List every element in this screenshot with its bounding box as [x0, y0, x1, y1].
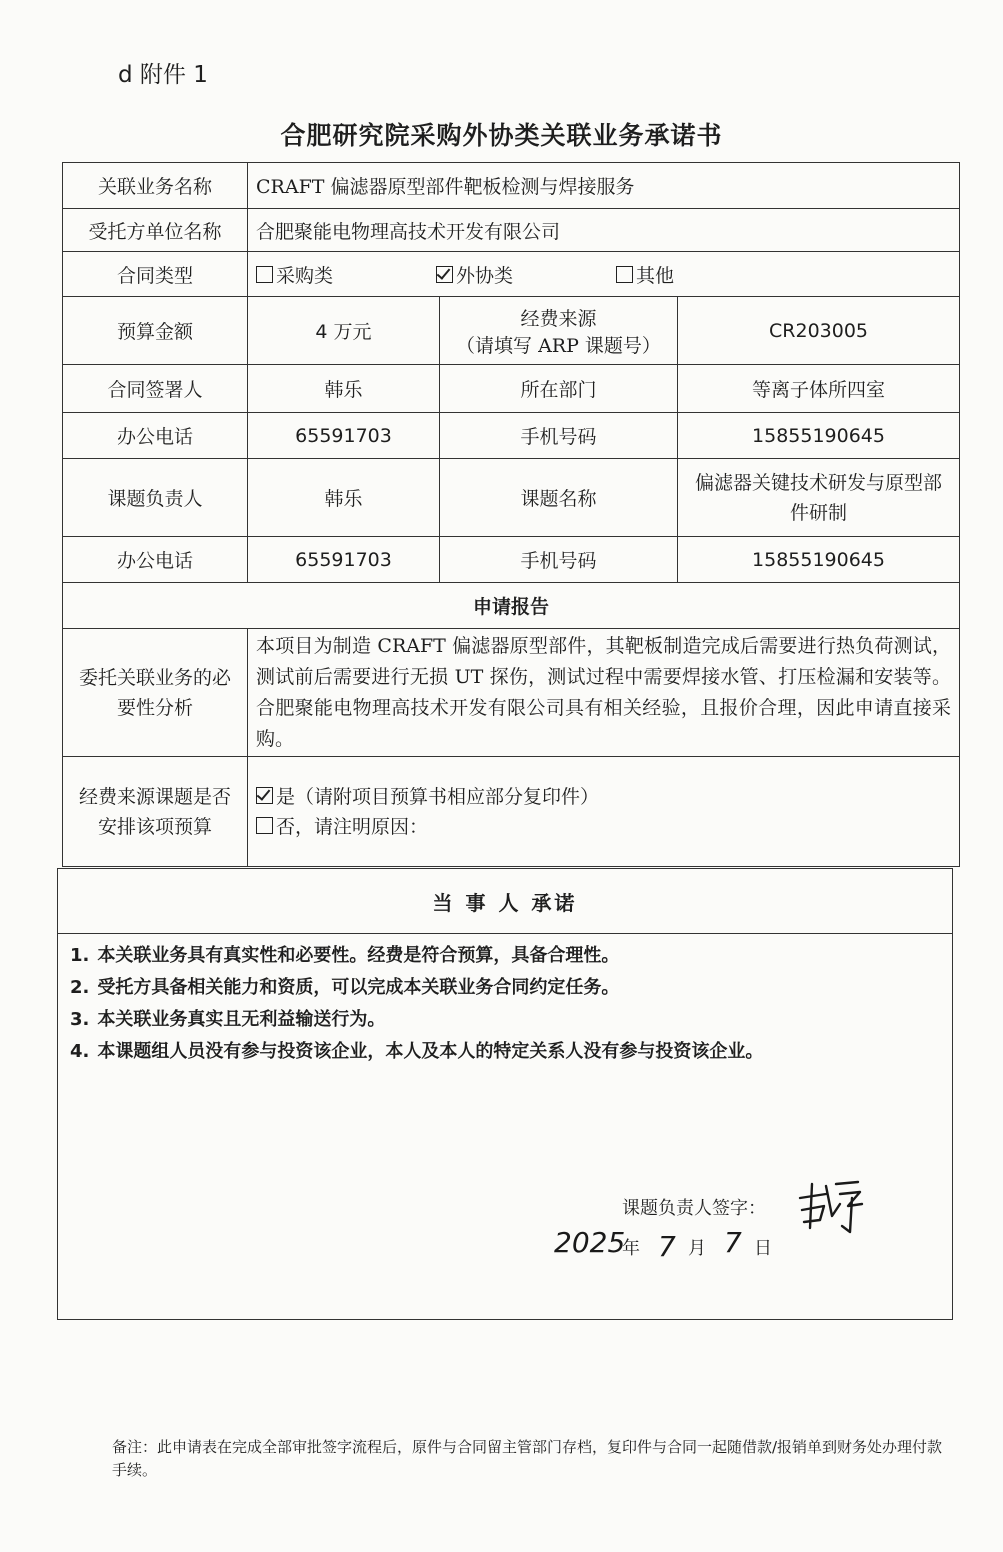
entrusted-value: 合肥聚能电物理高技术开发有限公司 [248, 209, 960, 252]
budget-check-label: 经费来源课题是否安排该项预算 [63, 757, 248, 867]
budget-value: 4 万元 [248, 297, 440, 365]
checkbox-purchase[interactable] [256, 266, 273, 283]
dept-value: 等离子体所四室 [678, 365, 960, 413]
project-name-value: 偏滤器关键技术研发与原型部件研制 [678, 459, 960, 537]
date-month: 7 [658, 1230, 676, 1263]
report-section-title: 申请报告 [63, 583, 960, 629]
necessity-text: 本项目为制造 CRAFT 偏滤器原型部件，其靶板制造完成后需要进行热负荷测试，测试前后需要进行无损 UT 探伤，测试过程中需要焊接水管、打压检漏和安装等。合肥聚能电物理高技术开发有限公司具有相关经验，且报价合理，因此申请直接采购。 [248, 629, 960, 757]
date-year: 2025 [554, 1226, 626, 1259]
promise-item: 3. 本关联业务真实且无利益输送行为。 [70, 1009, 386, 1030]
date-year-unit: 年 [622, 1238, 640, 1259]
fund-source-label: 经费来源 [520, 307, 597, 330]
signer-value: 韩乐 [248, 365, 440, 413]
contract-type-label: 合同类型 [63, 252, 248, 297]
attachment-label: d 附件 1 [118, 62, 208, 88]
mobile-label: 手机号码 [440, 413, 678, 459]
date-month-unit: 月 [688, 1238, 706, 1259]
footnote: 备注：此申请表在完成全部审批签字流程后，原件与合同留主管部门存档，复印件与合同一起随借款/报销单到财务处办理付款手续。 [112, 1438, 943, 1479]
document-title: 合肥研究院采购外协类关联业务承诺书 [280, 121, 723, 150]
phone-value: 65591703 [248, 413, 440, 459]
option-no[interactable] [256, 812, 951, 842]
contract-type-options [248, 252, 960, 297]
necessity-label: 委托关联业务的必要性分析 [63, 629, 248, 757]
promise-item: 4. 本课题组人员没有参与投资该企业，本人及本人的特定关系人没有参与投资该企业。 [70, 1041, 764, 1062]
leader-mobile-value: 15855190645 [678, 537, 960, 583]
application-form [62, 162, 960, 867]
fund-source-value: CR203005 [678, 297, 960, 365]
option-yes-label: 是（请附项目预算书相应部分复印件） [276, 785, 600, 808]
checkbox-other[interactable] [616, 266, 633, 283]
checkbox-yes[interactable] [256, 787, 273, 804]
promise-section [57, 868, 953, 1320]
option-outsource-label: 外协类 [456, 264, 514, 287]
option-other-label: 其他 [636, 264, 675, 287]
leader-value: 韩乐 [248, 459, 440, 537]
leader-phone-label: 办公电话 [63, 537, 248, 583]
signature-label: 课题负责人签字： [622, 1198, 766, 1219]
date-day-unit: 日 [754, 1238, 772, 1259]
option-yes[interactable] [256, 782, 951, 812]
checkbox-no[interactable] [256, 817, 273, 834]
fund-source-hint: （请填写 ARP 课题号） [456, 334, 661, 357]
option-no-label: 否，请注明原因： [276, 815, 429, 838]
leader-mobile-label: 手机号码 [440, 537, 678, 583]
option-purchase-label: 采购类 [276, 264, 334, 287]
budget-label: 预算金额 [63, 297, 248, 365]
promise-item: 1. 本关联业务具有真实性和必要性。经费是符合预算，具备合理性。 [70, 945, 620, 966]
handwritten-signature [796, 1176, 866, 1234]
promise-item: 2. 受托方具备相关能力和资质，可以完成本关联业务合同约定任务。 [70, 977, 620, 998]
signature-date [554, 1224, 794, 1266]
leader-phone-value: 65591703 [248, 537, 440, 583]
date-day: 7 [724, 1226, 742, 1259]
promise-list [58, 934, 952, 1068]
leader-label: 课题负责人 [63, 459, 248, 537]
dept-label: 所在部门 [440, 365, 678, 413]
phone-label: 办公电话 [63, 413, 248, 459]
signer-label: 合同签署人 [63, 365, 248, 413]
option-other[interactable] [616, 261, 674, 288]
option-outsource[interactable] [436, 261, 616, 288]
mobile-value: 15855190645 [678, 413, 960, 459]
business-name-label: 关联业务名称 [63, 163, 248, 209]
fund-source-label-cell [440, 297, 678, 365]
business-name-value: CRAFT 偏滤器原型部件靶板检测与焊接服务 [248, 163, 960, 209]
budget-check-options [248, 757, 960, 867]
option-purchase[interactable] [256, 261, 436, 288]
project-name-label: 课题名称 [440, 459, 678, 537]
promise-title: 当 事 人 承诺 [58, 869, 952, 934]
checkbox-outsource[interactable] [436, 266, 453, 283]
entrusted-label: 受托方单位名称 [63, 209, 248, 252]
